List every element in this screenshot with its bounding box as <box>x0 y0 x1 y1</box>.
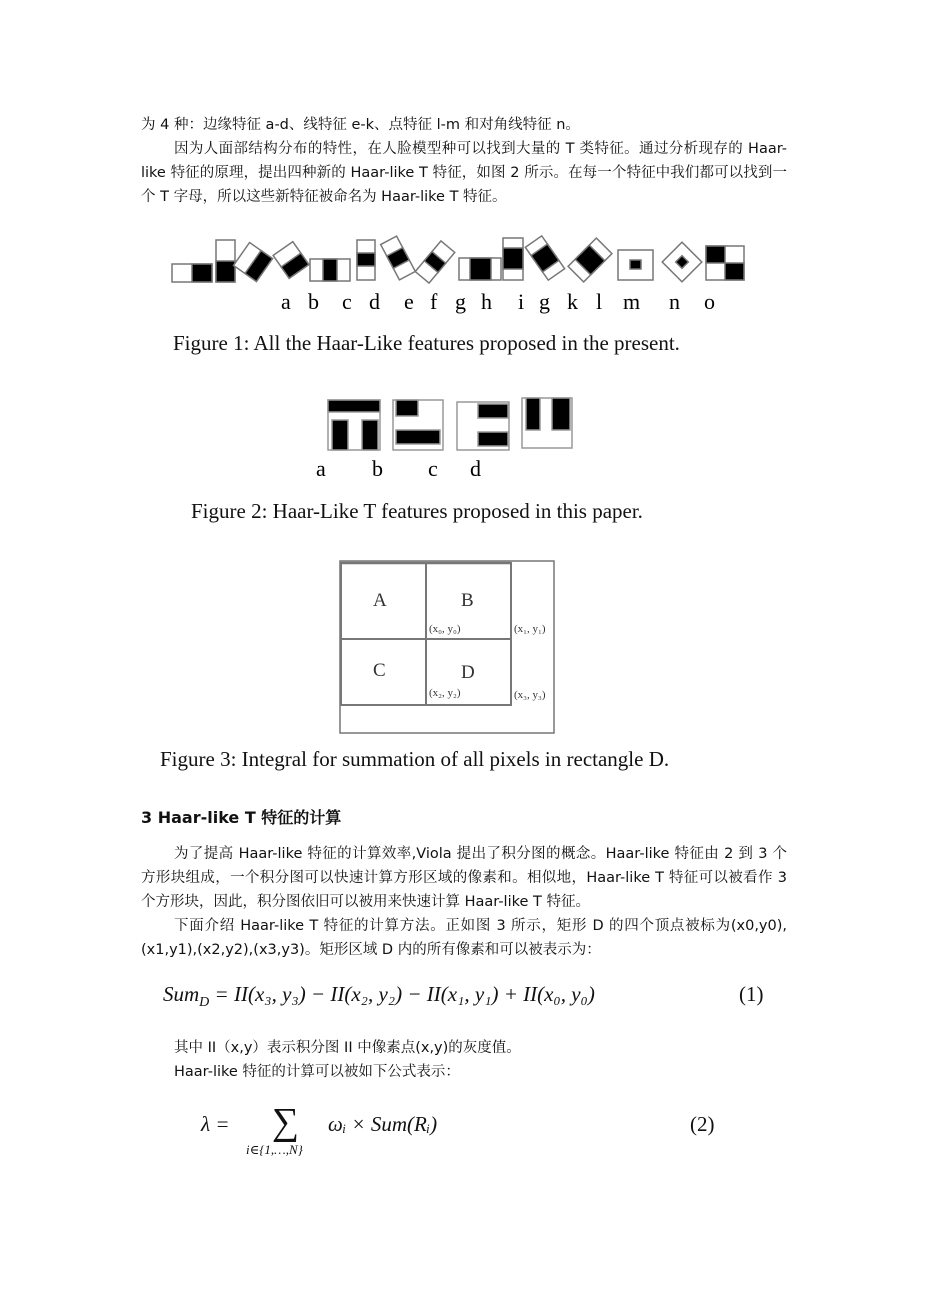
fig1-label: h <box>481 289 492 314</box>
paragraph-6: Haar-like 特征的计算可以被如下公式表示： <box>174 1064 460 1080</box>
fig1-label: k <box>567 289 578 314</box>
equation-2-number: (2) <box>690 1112 715 1136</box>
fig2-label: c <box>428 456 438 481</box>
coord-x0y0: (x₀, y₀) <box>429 623 461 635</box>
figure-1-labels <box>0 285 926 325</box>
cell-a-label: A <box>373 590 387 611</box>
coord-x2y2: (x₂, y₂) <box>429 687 461 699</box>
cell-d-label: D <box>461 662 475 683</box>
fig1-label: g <box>539 289 550 314</box>
fig1-label: m <box>623 289 641 314</box>
coord-x1y1: (x₁, y₁) <box>514 623 546 635</box>
equation-1 <box>163 982 595 1011</box>
coord-x3y3: (x₃, y₃) <box>514 689 546 701</box>
fig1-label: o <box>704 289 715 314</box>
paragraph-1: 为 4 种：边缘特征 a-d、线特征 e-k、点特征 l-m 和对角线特征 n。 <box>141 117 580 133</box>
figure-2-labels <box>0 454 926 490</box>
figure-2-caption: Figure 2: Haar-Like T features proposed in this paper. <box>191 499 643 523</box>
equation-2-lhs: λ = <box>201 1112 230 1136</box>
figure-3-diagram <box>0 558 926 738</box>
paragraph-2: 因为人面部结构分布的特性，在人脸模型种可以找到大量的 T 类特征。通过分析现存的 Haar-like 特征的原理，提出四种新的 Haar-like T 特征，如图 2 所示。在每一个特征中我们都可以找到一个 T 字母，所以这些新特征被命名为 Haar-like T 特征。 <box>141 141 787 205</box>
figure-2-diagram <box>0 396 926 456</box>
equation-2-sigma: ∑ <box>272 1101 300 1143</box>
paragraph-4: 下面介绍 Haar-like T 特征的计算方法。正如图 3 所示，矩形 D 的四个顶点被标为(x0,y0),(x1,y1),(x2,y2),(x3,y3)。矩形区域 D 内的所有像素和可以被表示为： <box>141 918 787 958</box>
eq1-sum: Sum <box>163 982 200 1006</box>
eq1-sub: D <box>199 995 210 1011</box>
fig2-label: b <box>372 456 383 481</box>
section-heading: 3 Haar-like T 特征的计算 <box>141 808 342 827</box>
fig1-label: a <box>281 289 291 314</box>
fig1-label: d <box>369 289 380 314</box>
cell-b-label: B <box>461 590 474 611</box>
equation-1-number: (1) <box>739 982 764 1006</box>
equation-2-rhs: ωᵢ × Sum(Rᵢ) <box>328 1112 438 1136</box>
fig2-label: d <box>470 456 481 481</box>
fig1-label: c <box>342 289 352 314</box>
equation-2-under: i∈{1,…,N} <box>246 1142 303 1157</box>
figure-1-caption: Figure 1: All the Haar-Like features proposed in the present. <box>173 331 680 355</box>
fig1-label: f <box>430 289 438 314</box>
figure-3-caption: Figure 3: Integral for summation of all pixels in rectangle D. <box>160 747 670 771</box>
cell-c-label: C <box>373 660 386 681</box>
paragraph-5: 其中 II（x,y）表示积分图 II 中像素点(x,y)的灰度值。 <box>174 1040 521 1056</box>
fig1-label: b <box>308 289 319 314</box>
fig2-label: a <box>316 456 326 481</box>
fig1-label: e <box>404 289 414 314</box>
fig1-label: i <box>518 289 525 314</box>
fig1-label: l <box>596 289 603 314</box>
fig1-label: n <box>669 289 680 314</box>
paragraph-3: 为了提高 Haar-like 特征的计算效率,Viola 提出了积分图的概念。Haar-like 特征由 2 到 3 个方形块组成，一个积分图可以快速计算方形区域的像素和。相似地，Haar-like T 特征可以被看作 3 个方形块，因此，积分图依旧可以被用来快速计算 Haar-like T 特征。 <box>141 846 787 910</box>
eq1-rhs: = II(x₃, y₃) − II(x₂, y₂) − II(x₁, y₁) + II(x₀, y₀) <box>209 982 595 1006</box>
fig1-label: g <box>455 289 466 314</box>
